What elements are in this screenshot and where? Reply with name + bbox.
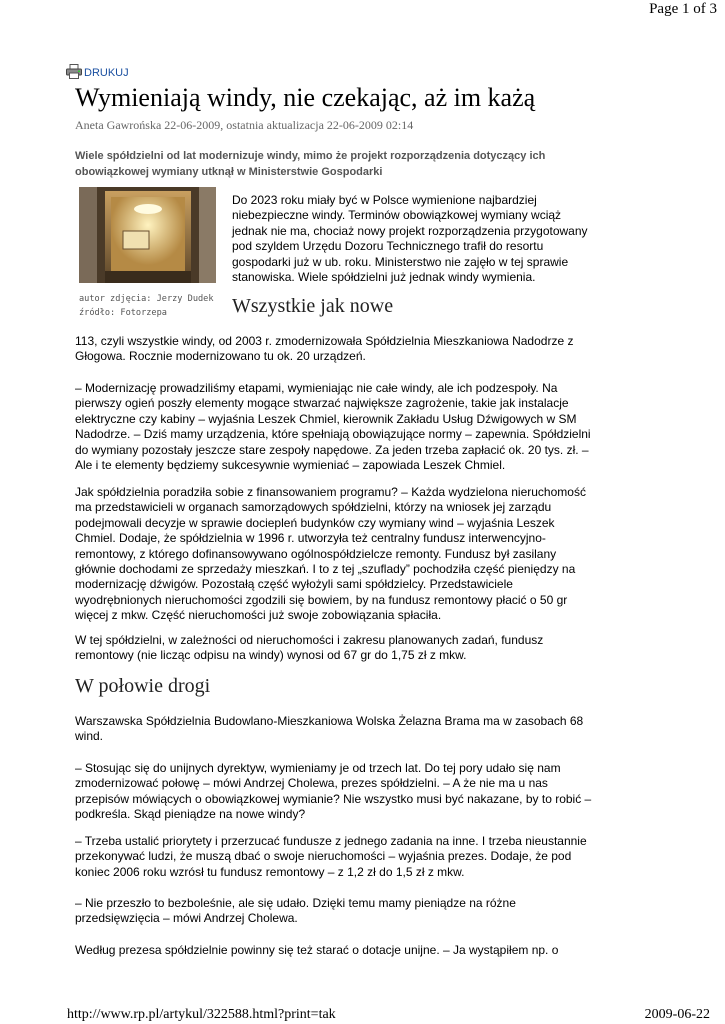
paragraph-7: – Trzeba ustalić priorytety i przerzucać fundusze z jednego zadania na inne. I trzeba nieustannie przekonywać ludzi, że muszą dbać o swoje nieruchomości – wyjaśnia prezes. Dodaje, że pod koniec 2006 roku wzrósł tu fundusz remontowy – z 1,2 zł do 1,5 zł z mkw. — [75, 834, 587, 879]
article-photo — [79, 187, 216, 283]
paragraph-8: – Nie przeszło to bezboleśnie, ale się udało. Dzięki temu mamy pieniądze na różne przedsięwzięcia – mówi Andrzej Cholewa. — [75, 896, 516, 926]
page-number: Page 1 of 3 — [649, 1, 717, 17]
paragraph-5: Warszawska Spółdzielnia Budowlano-Mieszkaniowa Wolska Żelazna Brama ma w zasobach 68 wind. — [75, 714, 584, 744]
paragraph-6: – Stosując się do unijnych dyrektyw, wymieniamy je od trzech lat. Do tej pory udało się nam zmodernizować połowę – mówi Andrzej Cholewa, prezes spółdzielni. – A że nie ma u nas przepisów mówiących o obowiązkowej wymianie? Nie wszystko musi być nakazane, by to robić – podkreśla. Skąd pieniądze na nowe windy? — [75, 761, 592, 822]
article-lead: Wiele spółdzielni od lat modernizuje windy, mimo że projekt rozporządzenia dotyczący ich obowiązkowej wymiany utknął w Ministerstwie Gospodarki — [75, 150, 546, 178]
article-title: Wymieniają windy, nie czekając, aż im każą — [75, 83, 536, 112]
print-link[interactable] — [66, 64, 129, 79]
footer-url: http://www.rp.pl/artykul/322588.html?print=tak — [67, 1007, 336, 1022]
photo-caption — [79, 292, 214, 320]
paragraph-4: W tej spółdzielni, w zależności od nieruchomości i zakresu planowanych zadań, fundusz remontowy (nie licząc odpisu na windy) wynosi od 67 gr do 1,75 zł z mkw. — [75, 633, 544, 663]
paragraph-2: – Modernizację prowadziliśmy etapami, wymieniając nie całe windy, ale ich podzespoły. Na pierwszy ogień poszły elementy mogące stwarzać największe zagrożenie, takie jak instalacje elektryczne czy kabiny – wyjaśnia Leszek Chmiel, kierownik Zakładu Usług Dźwigowych w SM Nadodrze. – Dziś mamy urządzenia, które spełniają obowiązujące normy – zapewnia. Spółdzielni do wymiany pozostały jeszcze stare zespoły napędowe. Za jeden trzeba zapłacić ok. 20 tys. zł. – Ale i te elementy będziemy sukcesywnie wymieniać – zapowiada Leszek Chmiel. — [75, 381, 591, 473]
article-byline: Aneta Gawrońska 22-06-2009, ostatnia aktualizacja 22-06-2009 02:14 — [75, 118, 414, 132]
article-intro: Do 2023 roku miały być w Polsce wymienione najbardziej niebezpieczne windy. Terminów obowiązkowej wymiany wciąż jednak nie ma, chociaż nowy projekt rozporządzenia przygotowany pod szyldem Urzędu Dozoru Technicznego trafił do resortu gospodarki już w ub. roku. Ministerstwo nie zajęło w tej sprawie stanowiska. Wiele spółdzielni już jednak windy wymienia. — [232, 193, 588, 285]
printer-icon — [66, 64, 82, 79]
photo-author: autor zdjęcia: Jerzy Dudek — [79, 294, 214, 304]
paragraph-1: 113, czyli wszystkie windy, od 2003 r. zmodernizowała Spółdzielnia Mieszkaniowa Nadodrze z Głogowa. Rocznie modernizowano tu ok. 20 urządzeń. — [75, 334, 574, 364]
paragraph-9: Według prezesa spółdzielnie powinny się też starać o dotacje unijne. – Ja wystąpiłem np. o — [75, 943, 559, 957]
subheading-w-polowie-drogi: W połowie drogi — [75, 675, 211, 697]
print-link-label[interactable]: DRUKUJ — [84, 67, 129, 79]
footer-date: 2009-06-22 — [644, 1007, 710, 1022]
paragraph-3: Jak spółdzielnia poradziła sobie z finansowaniem programu? – Każda wydzielona nieruchomość ma przedstawicieli w organach samorządowych spółdzielni, którzy na wniosek jej zarządu podejmowali decyzje w sprawie dociepleń budynków czy wymiany wind – wyjaśnia Leszek Chmiel. Dodaje, że spółdzielnia w 1996 r. utworzyła też centralny fundusz interwencyjno-remontowy, z którego dofinansowywano ogólnospółdzielcze remonty. Fundusz był zasilany głównie dochodami ze sprzedaży mieszkań. I to z tej „szuflady” pochodziła część pieniędzy na modernizację dźwigów. Pozostałą część wyłożyli sami spółdzielcy. Przedstawiciele wyodrębnionych nieruchomości zgodzili się bowiem, by na fundusz remontowy płacić o 50 gr więcej z mkw. Część nieruchomości już swoje zobowiązania spłaciła. — [75, 485, 586, 623]
subheading-wszystkie-jak-nowe: Wszystkie jak nowe — [232, 295, 394, 317]
photo-source: źródło: Fotorzepa — [79, 308, 167, 318]
